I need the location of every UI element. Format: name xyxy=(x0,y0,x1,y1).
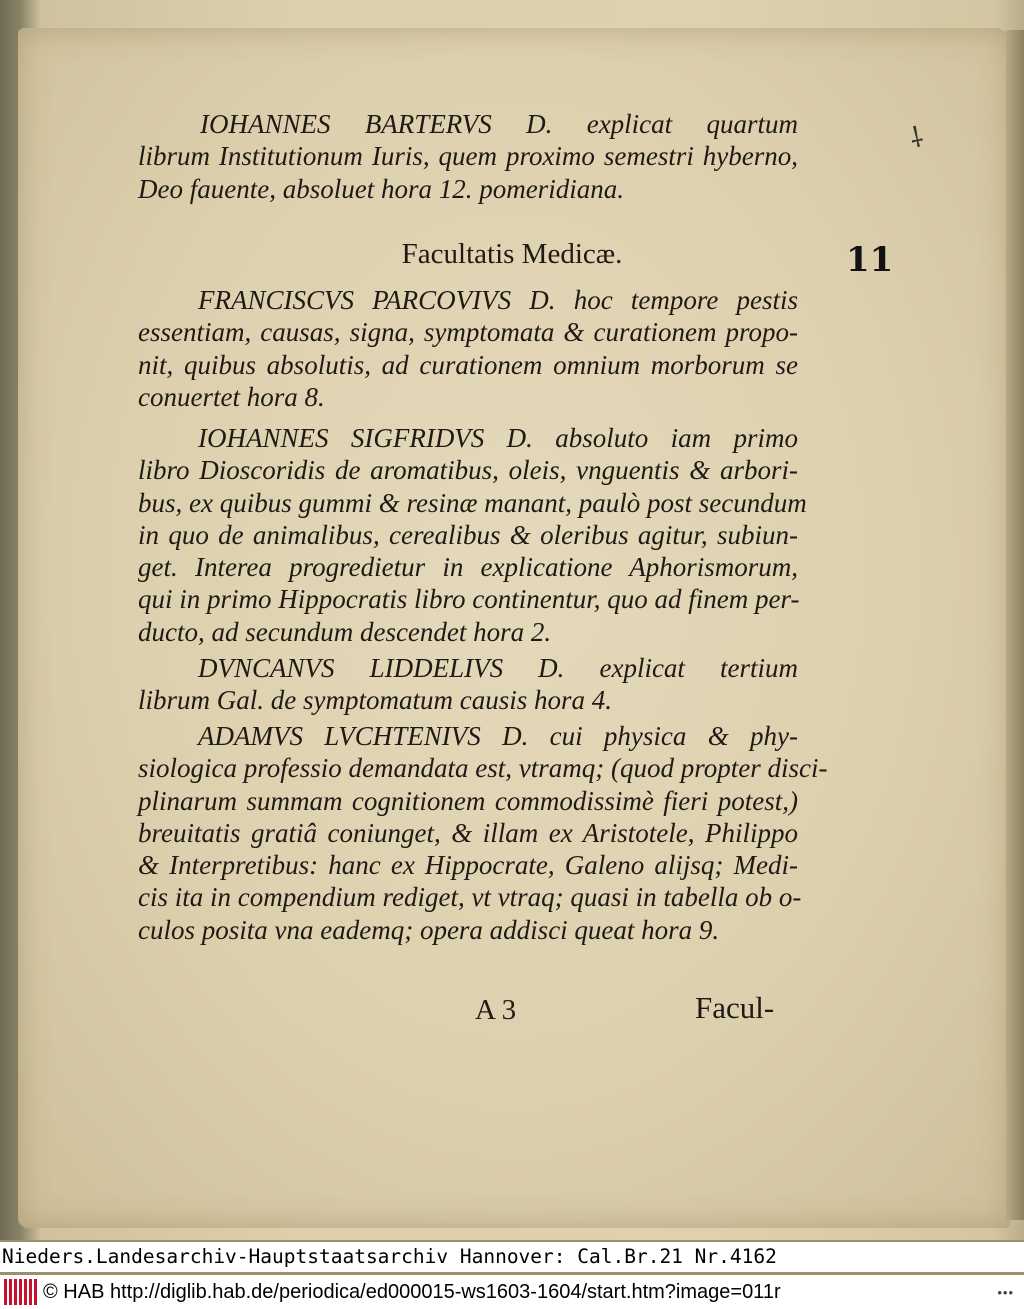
paragraph-sigfridus xyxy=(138,422,807,648)
paragraph-liddelius xyxy=(138,652,798,717)
footer-bar xyxy=(0,1275,1024,1309)
paragraph-luchtenius xyxy=(138,720,828,946)
text-line: FRANCISCVS PARCOVIVS D. hoc tempore pestis xyxy=(198,285,798,315)
more-options-icon[interactable]: ••• xyxy=(997,1284,1014,1300)
text-line: libro Dioscoridis de aromatibus, oleis, vnguentis & arbori- xyxy=(138,455,798,486)
text-line: in quo de animalibus, cerealibus & oleribus agitur, subiun- xyxy=(138,519,798,550)
page-number: 11 xyxy=(846,240,894,280)
text-line: & Interpretibus: hanc ex Hippocrate, Galeno alijsq; Medi- xyxy=(138,850,798,881)
text-line: DVNCANVS LIDDELIVS D. explicat tertium xyxy=(198,653,798,683)
signature-mark: A 3 xyxy=(475,994,517,1026)
top-paragraph xyxy=(138,108,798,205)
text-line: breuitatis gratiâ coniunget, & illam ex Aristotele, Philippo xyxy=(138,817,798,848)
text-line: IOHANNES BARTERVS D. explicat quartum xyxy=(200,109,798,139)
archive-reference: Nieders.Landesarchiv-Hauptstaatsarchiv Hannover: Cal.Br.21 Nr.4162 xyxy=(0,1242,1024,1272)
text-line: ADAMVS LVCHTENIVS D. cui physica & phy- xyxy=(198,721,798,751)
paragraph-parcovius xyxy=(138,284,798,413)
text-line: conuertet hora 8. xyxy=(138,381,325,412)
barcode-icon xyxy=(4,1279,39,1305)
text-line: essentiam, causas, signa, symptomata & curationem propo- xyxy=(138,317,798,348)
text-line: cis ita in compendium rediget, vt vtraq; quasi in tabella ob o- xyxy=(138,882,802,913)
section-heading: Facultatis Medicæ. xyxy=(401,238,623,270)
text-line: bus, ex quibus gummi & resinæ manant, paulò post secundum xyxy=(138,487,807,518)
text-line: culos posita vna eademq; opera addisci queat hora 9. xyxy=(138,914,720,945)
marginal-mark: ⸸ xyxy=(907,121,927,155)
text-line: librum Gal. de symptomatum causis hora 4. xyxy=(138,685,612,716)
text-line: ducto, ad secundum descendet hora 2. xyxy=(138,616,552,647)
catchword: Facul- xyxy=(695,990,775,1025)
text-line: plinarum summam cognitionem commodissimè fieri potest,) xyxy=(138,785,798,816)
copyright-link[interactable]: © HAB http://diglib.hab.de/periodica/ed000015-ws1603-1604/start.htm?image=011r xyxy=(43,1280,781,1303)
text-line: Deo fauente, absoluet hora 12. pomeridiana. xyxy=(138,173,624,204)
text-line: get. Interea progredietur in explicatione Aphorismorum, xyxy=(138,552,798,583)
text-line: qui in primo Hippocratis libro continentur, quo ad finem per- xyxy=(138,584,800,615)
text-line: siologica professio demandata est, vtramq; (quod propter disci- xyxy=(138,753,828,784)
page-edge-stack xyxy=(1006,30,1024,1220)
text-line: nit, quibus absolutis, ad curationem omnium morborum se xyxy=(138,349,798,380)
text-line: librum Institutionum Iuris, quem proximo semestri hyberno, xyxy=(138,141,798,172)
text-line: IOHANNES SIGFRIDVS D. absoluto iam primo xyxy=(198,423,798,453)
